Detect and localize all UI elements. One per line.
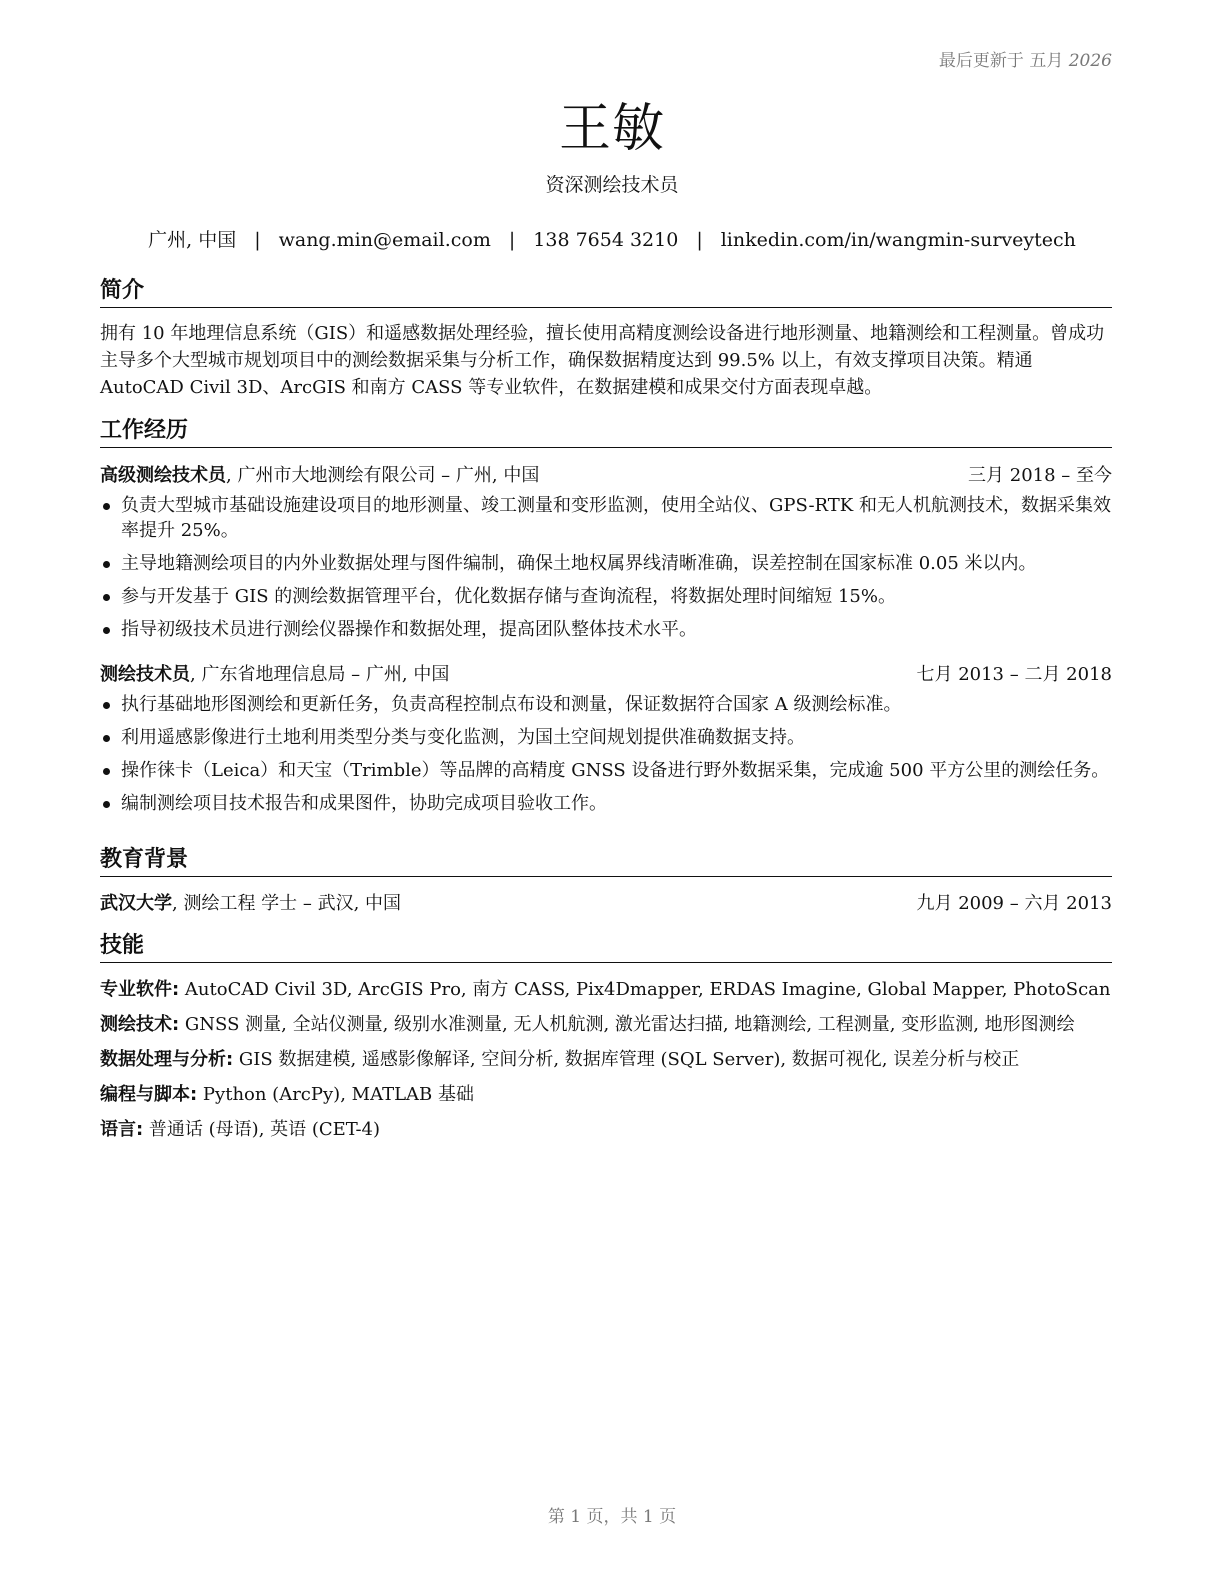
education-entry	[100, 891, 1112, 917]
job-bullet: 参与开发基于 GIS 的测绘数据管理平台，优化数据存储与查询流程，将数据处理时间缩短 15%。	[100, 584, 1112, 609]
education-section	[100, 846, 1112, 917]
last-updated-label: 最后更新于 五月	[938, 51, 1064, 71]
job-org: , 广东省地理信息局 – 广州, 中国	[190, 664, 450, 685]
skills-heading: 技能	[100, 932, 1112, 963]
contact-line	[0, 225, 1224, 252]
page-footer: 第 1 页，共 1 页	[547, 1507, 677, 1527]
summary-section	[100, 277, 1112, 401]
skill-row	[100, 977, 1112, 1003]
education-dates: 九月 2009 – 六月 2013	[916, 893, 1112, 914]
job-header	[100, 662, 1112, 688]
skill-value: AutoCAD Civil 3D, ArcGIS Pro, 南方 CASS, Pix4Dmapper, ERDAS Imagine, Global Mapper, PhotoScan	[179, 979, 1111, 1000]
job-title: 测绘技术员	[100, 664, 190, 685]
skill-row	[100, 1047, 1112, 1073]
skill-label: 专业软件:	[100, 979, 180, 1000]
contact-separator: |	[508, 229, 516, 251]
job-dates: 七月 2013 – 二月 2018	[916, 664, 1112, 685]
job-bullet: 执行基础地形图测绘和更新任务，负责高程控制点布设和测量，保证数据符合国家 A 级测绘标准。	[100, 692, 1112, 717]
education-heading: 教育背景	[100, 846, 1112, 877]
education-detail: , 测绘工程 学士 – 武汉, 中国	[172, 893, 402, 914]
skill-row	[100, 1082, 1112, 1108]
resume-name: 王敏	[558, 99, 665, 159]
contact-location: 广州, 中国	[148, 229, 237, 251]
skill-label: 测绘技术:	[100, 1014, 180, 1035]
job-header	[100, 463, 1112, 489]
summary-heading: 简介	[100, 277, 1112, 308]
job-title: 高级测绘技术员	[100, 465, 226, 486]
job-bullets	[100, 493, 1112, 642]
job-bullet: 利用遥感影像进行土地利用类型分类与变化监测，为国土空间规划提供准确数据支持。	[100, 725, 1112, 750]
job-org: , 广州市大地测绘有限公司 – 广州, 中国	[226, 465, 540, 486]
skill-row	[100, 1012, 1112, 1038]
job-bullet: 操作徕卡（Leica）和天宝（Trimble）等品牌的高精度 GNSS 设备进行野外数据采集，完成逾 500 平方公里的测绘任务。	[100, 758, 1112, 783]
job-bullets	[100, 692, 1112, 816]
contact-phone[interactable]: 138 7654 3210	[533, 229, 679, 251]
experience-heading: 工作经历	[100, 417, 1112, 448]
resume-title: 资深测绘技术员	[545, 174, 679, 196]
job-bullet: 负责大型城市基础设施建设项目的地形测量、竣工测量和变形监测，使用全站仪、GPS-RTK 和无人机航测技术，数据采集效率提升 25%。	[100, 493, 1112, 543]
last-updated-year: 2026	[1068, 51, 1112, 71]
job-bullet: 主导地籍测绘项目的内外业数据处理与图件编制，确保土地权属界线清晰准确，误差控制在国家标准 0.05 米以内。	[100, 551, 1112, 576]
summary-text: 拥有 10 年地理信息系统（GIS）和遥感数据处理经验，擅长使用高精度测绘设备进行地形测量、地籍测绘和工程测量。曾成功主导多个大型城市规划项目中的测绘数据采集与分析工作，确保数据精度达到 99.5% 以上，有效支撑项目决策。精通 AutoCAD Civil 3D、ArcGIS 和南方 CASS 等专业软件，在数据建模和成果交付方面表现卓越。	[100, 323, 1105, 398]
job-bullet: 编制测绘项目技术报告和成果图件，协助完成项目验收工作。	[100, 791, 1112, 816]
contact-separator: |	[254, 229, 261, 251]
skills-list	[100, 977, 1112, 1143]
contact-linkedin[interactable]: linkedin.com/in/wangmin-surveytech	[720, 229, 1076, 251]
skill-value: 普通话 (母语), 英语 (CET-4)	[143, 1119, 381, 1140]
skill-label: 编程与脚本:	[100, 1084, 198, 1105]
job-entry	[100, 662, 1112, 816]
job-entry	[100, 463, 1112, 642]
skill-row	[100, 1117, 1112, 1143]
skills-section	[100, 932, 1112, 1152]
contact-separator: |	[696, 229, 703, 251]
education-school: 武汉大学	[100, 893, 172, 914]
skill-value: Python (ArcPy), MATLAB 基础	[197, 1084, 474, 1105]
job-bullet: 指导初级技术员进行测绘仪器操作和数据处理，提高团队整体技术水平。	[100, 617, 1112, 642]
skill-value: GNSS 测量, 全站仪测量, 级别水准测量, 无人机航测, 激光雷达扫描, 地籍测绘, 工程测量, 变形监测, 地形图测绘	[179, 1014, 1075, 1035]
skill-label: 语言:	[100, 1119, 144, 1140]
skill-label: 数据处理与分析:	[100, 1049, 234, 1070]
skill-value: GIS 数据建模, 遥感影像解译, 空间分析, 数据库管理 (SQL Server), 数据可视化, 误差分析与校正	[233, 1049, 1020, 1070]
last-updated	[939, 46, 1112, 71]
job-dates: 三月 2018 – 至今	[968, 465, 1112, 486]
contact-email[interactable]: wang.min@email.com	[278, 229, 491, 251]
experience-section	[100, 417, 1112, 824]
